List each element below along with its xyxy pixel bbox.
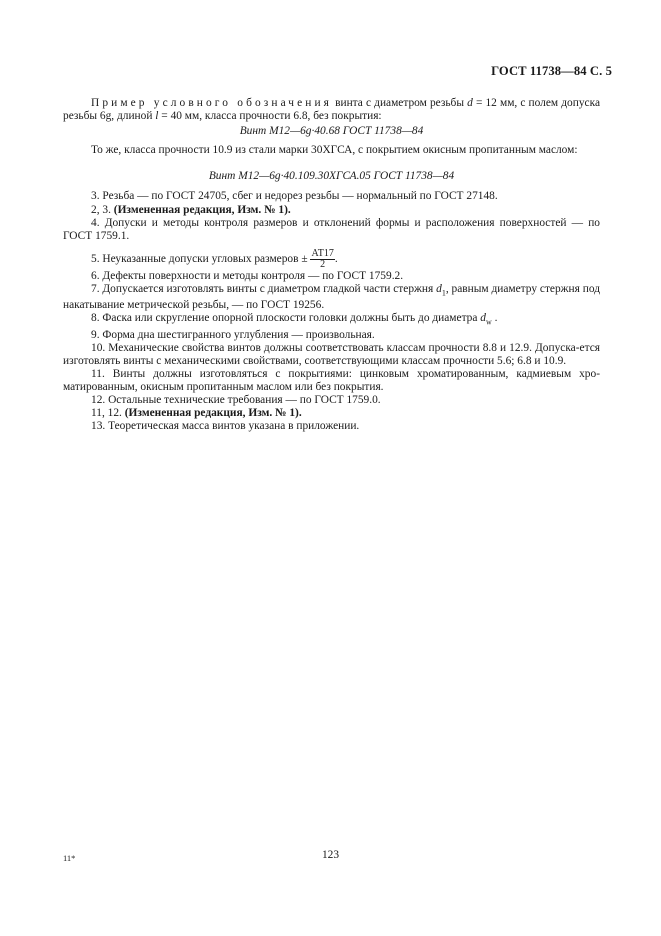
revision-note-11-12: 11, 12. (Измененная редакция, Изм. № 1). xyxy=(91,407,302,420)
fraction-at17: $\frac{АТ17}{2}$ xyxy=(311,247,334,270)
item-4: 4. Допуски и методы контроля размеров и отклонений формы и расположения поверхностей — по ГОСТ 1759.1. xyxy=(63,216,600,242)
revision-note-2-3: 2, 3. (Измененная редакция, Изм. № 1). xyxy=(91,203,291,216)
designation-formula-2: Винт М12—6g·40.109.30ХГСА.05 ГОСТ 11738—84 xyxy=(208,170,455,183)
item-12: 12. Остальные технические требования — по ГОСТ 1759.0. xyxy=(91,394,381,407)
document-body xyxy=(63,97,600,434)
page-number: 123 xyxy=(321,849,340,861)
item-6: 6. Дефекты поверхности и методы контроля — по ГОСТ 1759.2. xyxy=(91,269,404,282)
example-paragraph: Пример условного обозначения винта с диаметром резьбы d = 12 мм, с полем допуска резьбы 6g, длиной l = 40 мм, класса прочности 6.8, без покрытия: xyxy=(63,97,600,123)
example-spaced-label: Пример условного обозначения xyxy=(91,97,332,109)
item-8: 8. Фаска или скругление опорной плоскости головки должны быть до диаметра $d_w$ . xyxy=(91,312,498,327)
item-7: 7. Допускается изготовлять винты с диаметром гладкой части стержня $d_1$, равным диаметру стержня под накатывание метрической резьбы, — по ГОСТ 19256. xyxy=(63,282,601,312)
page-header: ГОСТ 11738—84 С. 5 xyxy=(491,64,612,78)
designation-formula-1: Винт М12—6g·40.68 ГОСТ 11738—84 xyxy=(239,125,424,138)
item-13: 13. Теоретическая масса винтов указана в приложении. xyxy=(91,420,360,433)
item-5: 5. Неуказанные допуски угловых размеров ± $\frac{АТ17}{2}$ . xyxy=(91,247,338,270)
item-11: 11. Винты должны изготовляться с покрытиями: цинковым хроматированным, кадмиевым хро-матированным, окисным пропитанным маслом или без покрытия. xyxy=(63,368,600,394)
item-10: 10. Механические свойства винтов должны соответствовать классам прочности 8.8 и 12.9. Допуска-ется изготовлять винты с механическими свойствами, соответствующими классам прочности 5.6; 6.8 и 10.9. xyxy=(63,341,600,367)
example2-paragraph: То же, класса прочности 10.9 из стали марки 30ХГСА, с покрытием окисным пропитанным маслом: xyxy=(91,144,578,157)
item-9: 9. Форма дна шестигранного углубления — произвольная. xyxy=(91,328,375,341)
item-3: 3. Резьба — по ГОСТ 24705, сбег и недорез резьбы — нормальный по ГОСТ 27148. xyxy=(91,190,498,203)
sheet-mark: 11* xyxy=(63,853,76,863)
